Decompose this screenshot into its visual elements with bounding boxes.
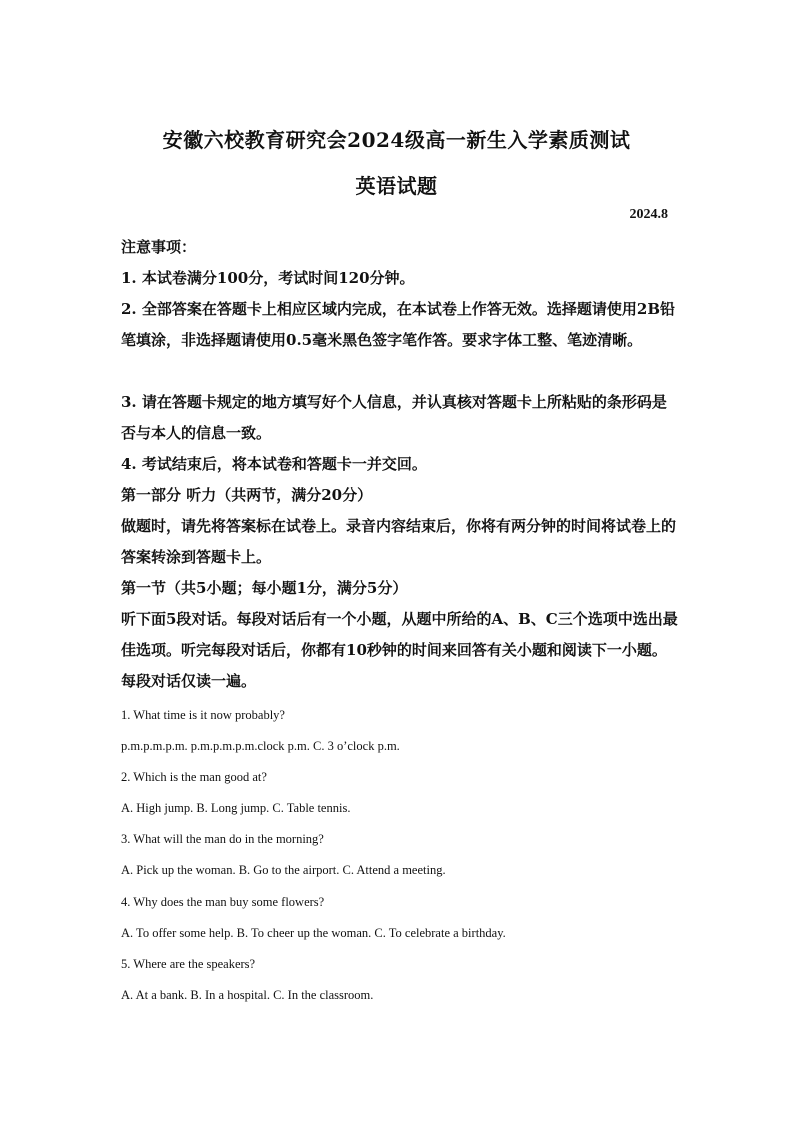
question-1-options: p.m.p.m.p.m. p.m.p.m.p.m.clock p.m. C. 3 o’clock p.m.: [121, 739, 400, 753]
question-1: 1. What time is it now probably?: [121, 708, 285, 722]
part1-heading: 第一部分 听力（共两节，满分20分）: [121, 486, 373, 504]
part1-instruction: 做题时，请先将答案标在试卷上。录音内容结束后，你将有两分钟的时间将试卷上的答案转涂到答题卡上。: [121, 517, 677, 566]
notice-1: 1. 本试卷满分100分，考试时间120分钟。: [121, 269, 415, 287]
question-3: 3. What will the man do in the morning?: [121, 832, 324, 846]
exam-title: 安徽六校教育研究会2024级高一新生入学素质测试: [162, 128, 631, 152]
section1-instruction: 听下面5段对话。每段对话后有一个小题，从题中所给的A、B、C三个选项中选出最佳选项。听完每段对话后，你都有10秒钟的时间来回答有关小题和阅读下一小题。每段对话仅读一遍。: [121, 610, 678, 690]
notice-heading: 注意事项：: [121, 238, 197, 256]
question-2-options: A. High jump. B. Long jump. C. Table tennis.: [121, 801, 351, 815]
question-5-options: A. At a bank. B. In a hospital. C. In the classroom.: [121, 988, 374, 1002]
notice-2: 2. 全部答案在答题卡上相应区域内完成，在本试卷上作答无效。选择题请使用2B铅笔填涂，非选择题请使用0.5毫米黑色签字笔作答。要求字体工整、笔迹清晰。: [121, 300, 676, 349]
notice-3: 3. 请在答题卡规定的地方填写好个人信息，并认真核对答题卡上所粘贴的条形码是否与本人的信息一致。: [121, 393, 667, 442]
question-5: 5. Where are the speakers?: [121, 957, 256, 971]
question-2: 2. Which is the man good at?: [121, 770, 267, 784]
subject-title: 英语试题: [355, 174, 438, 198]
notice-4: 4. 考试结束后，将本试卷和答题卡一并交回。: [121, 455, 427, 473]
section1-heading: 第一节（共5小题；每小题1分，满分5分）: [121, 579, 408, 597]
question-4: 4. Why does the man buy some flowers?: [121, 895, 325, 909]
exam-date: 2024.8: [629, 207, 668, 222]
question-4-options: A. To offer some help. B. To cheer up the woman. C. To celebrate a birthday.: [121, 926, 506, 940]
question-3-options: A. Pick up the woman. B. Go to the airport. C. Attend a meeting.: [121, 863, 446, 877]
